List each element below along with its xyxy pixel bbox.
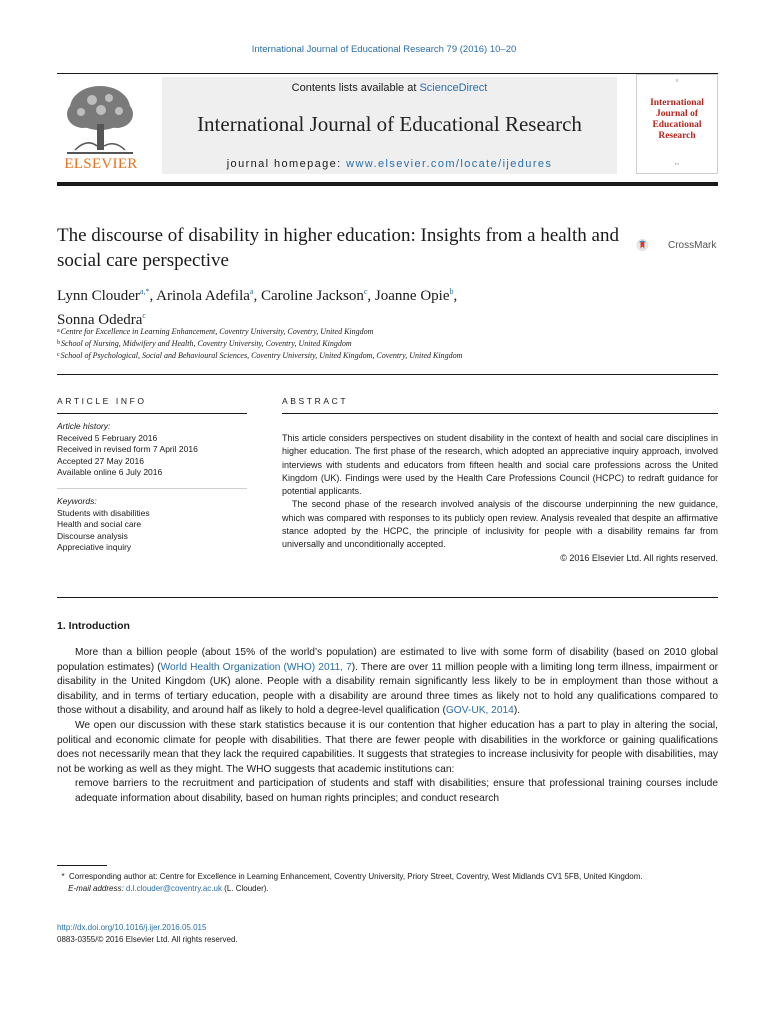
author-affiliation-marker[interactable]: b bbox=[449, 287, 454, 296]
history-item: Accepted 27 May 2016 bbox=[57, 455, 144, 466]
keyword: Discourse analysis bbox=[57, 530, 128, 541]
article-history bbox=[57, 421, 198, 479]
article-info-heading: ARTICLE INFO bbox=[57, 396, 147, 406]
cover-decoration: ▪ ▪ bbox=[675, 161, 679, 166]
doi-block bbox=[57, 922, 238, 945]
email-link[interactable]: d.l.clouder@coventry.ac.uk bbox=[125, 883, 222, 893]
keyword: Students with disabilities bbox=[57, 507, 150, 518]
keyword: Appreciative inquiry bbox=[57, 542, 132, 552]
issn-line: 0883-0355/© 2016 Elsevier Ltd. All rights reserved. bbox=[57, 934, 238, 944]
abstract-paragraph: The second phase of the research involved analysis of the discourse underpinning the new guidance, which was compared with responses to its publicly open review. Analysis revealed that despite an affirmative stance adopted by the HCPC, the principle of inclusivity for people with a disability remains far from universally and unconditionally accepted. bbox=[282, 499, 718, 550]
citation-link-who[interactable]: World Health Organization (WHO) 2011, 7 bbox=[160, 661, 352, 673]
author-affiliation-marker[interactable]: c bbox=[142, 311, 146, 320]
divider bbox=[57, 374, 718, 375]
author-name[interactable]: Joanne Opie bbox=[374, 288, 450, 304]
email-line: E-mail address: d.l.clouder@coventry.ac.uk (L. Clouder). bbox=[68, 883, 269, 893]
introduction-body bbox=[57, 646, 718, 807]
body-paragraph: We open our discussion with these stark statistics because it is our contention that higher education has a part to play in altering the social, political and economic climate for people with disabilities. That there are fewer people with disabilities in the workforce or gaining qualifications does not necessarily mean that they lack the required capabilities. It suggests that strategies to increase inclusivity for people with disabilities, may not be working as well as they might. The WHO suggests that academic institutions can: bbox=[57, 719, 718, 775]
affiliation: $^b$School of Nursing, Midwifery and Health, Coventry University, Coventry, United Kingdom bbox=[57, 339, 352, 348]
cover-decoration: ≡ bbox=[675, 79, 679, 84]
abstract-body bbox=[282, 432, 718, 565]
cover-title: International Journal of Educational Research bbox=[650, 98, 704, 141]
elsevier-wordmark[interactable]: ELSEVIER bbox=[64, 156, 138, 172]
citation-link-gov-uk[interactable]: GOV-UK, 2014 bbox=[445, 705, 514, 717]
abstract-heading: ABSTRACT bbox=[282, 396, 349, 406]
keyword: Health and social care bbox=[57, 519, 142, 529]
divider bbox=[57, 597, 718, 598]
abstract-paragraph: This article considers perspectives on student disability in the context of health and social care disciplines in higher education. The first phase of the research, which adopted an appreciative inquiry approach, involved interviews with students and educators from fifteen health and social care professions across the United Kingdom (UK). Findings were used by the Health Care Professions Council (HCPC) to redraft guidance for potential applicants. bbox=[282, 433, 718, 497]
homepage-link[interactable]: www.elsevier.com/locate/ijedures bbox=[346, 158, 553, 170]
divider bbox=[57, 488, 247, 489]
author-list: Lynn Clouder$^{a,*}$, Arinola Adefila$^a$, Caroline Jackson$^c$, Joanne Opie$^b$, Sonna Odedra$^c$ bbox=[57, 287, 458, 328]
author-name[interactable]: Sonna Odedra bbox=[57, 312, 143, 328]
article-title: The discourse of disability in higher education: Insights from a health and social care perspective bbox=[57, 225, 619, 271]
journal-name: International Journal of Educational Research bbox=[197, 112, 582, 136]
crossmark-icon[interactable] bbox=[636, 228, 670, 262]
corresponding-author-note: * Corresponding author at: Centre for Excellence in Learning Enhancement, Coventry University, Priory Street, Coventry, West Midlands CV1 5FB, United Kingdom. bbox=[61, 872, 643, 881]
keywords bbox=[57, 496, 150, 554]
author-name[interactable]: Arinola Adefila bbox=[156, 288, 250, 304]
homepage-line: journal homepage: www.elsevier.com/locate/ijedures bbox=[226, 158, 553, 170]
history-item: Available online 6 July 2016 bbox=[57, 467, 163, 477]
body-paragraph: More than a billion people (about 15% of the world’s population) are estimated to live with some form of disability (based on 2010 global population estimates) (World Health Organization (WHO) 2011, 7). There are over 11 million people with a limiting long term illness, impairment or disability in the United Kingdom (UK) alone. People with a disability remain significantly less likely to be in employment than those without a disability, and in terms of tertiary education, people with a disability are around three times as likely not to hold any qualifications compared to those without a disability, and around half as likely to hold a degree-level qualification (GOV-UK, 2014). bbox=[57, 647, 719, 717]
author-affiliation-marker[interactable]: a bbox=[249, 287, 254, 296]
top-divider bbox=[57, 73, 718, 74]
divider bbox=[282, 413, 718, 414]
history-label: Article history: bbox=[57, 421, 111, 431]
section-heading-introduction: 1. Introduction bbox=[57, 620, 130, 632]
journal-cover-thumbnail[interactable] bbox=[636, 74, 718, 174]
contents-line: Contents lists available at ScienceDirect bbox=[291, 82, 488, 94]
journal-citation[interactable]: International Journal of Educational Research 79 (2016) 10–20 bbox=[251, 44, 517, 55]
divider bbox=[57, 413, 247, 414]
sciencedirect-link[interactable]: ScienceDirect bbox=[419, 82, 488, 94]
keywords-label: Keywords: bbox=[57, 496, 97, 506]
author-affiliation-marker[interactable]: c bbox=[363, 287, 368, 296]
history-item: Received 5 February 2016 bbox=[57, 432, 158, 443]
crossmark-label[interactable]: CrossMark bbox=[668, 240, 717, 251]
affiliation: $^a$Centre for Excellence in Learning Enhancement, Coventry University, Coventry, United Kingdom bbox=[57, 327, 374, 336]
block-quote: remove barriers to the recruitment and participation of students and staff with disabilities; ensure that professional training courses include adequate information about disability, based on human rights principles; and conduct research bbox=[75, 778, 718, 804]
footnote bbox=[57, 871, 718, 894]
affiliation: $^c$School of Psychological, Social and Behavioural Sciences, Coventry University, United Kingdom, Coventry, United Kingdom bbox=[57, 351, 463, 360]
author-affiliation-marker[interactable]: a,* bbox=[139, 287, 150, 296]
doi-link[interactable]: http://dx.doi.org/10.1016/j.ijer.2016.05.015 bbox=[57, 923, 207, 932]
author-name[interactable]: Caroline Jackson bbox=[260, 288, 364, 304]
header-thick-divider bbox=[57, 182, 718, 186]
author-name[interactable]: Lynn Clouder bbox=[57, 288, 140, 304]
footnote-divider bbox=[57, 865, 107, 866]
history-item: Received in revised form 7 April 2016 bbox=[57, 444, 198, 454]
abstract-copyright: © 2016 Elsevier Ltd. All rights reserved. bbox=[560, 552, 718, 563]
